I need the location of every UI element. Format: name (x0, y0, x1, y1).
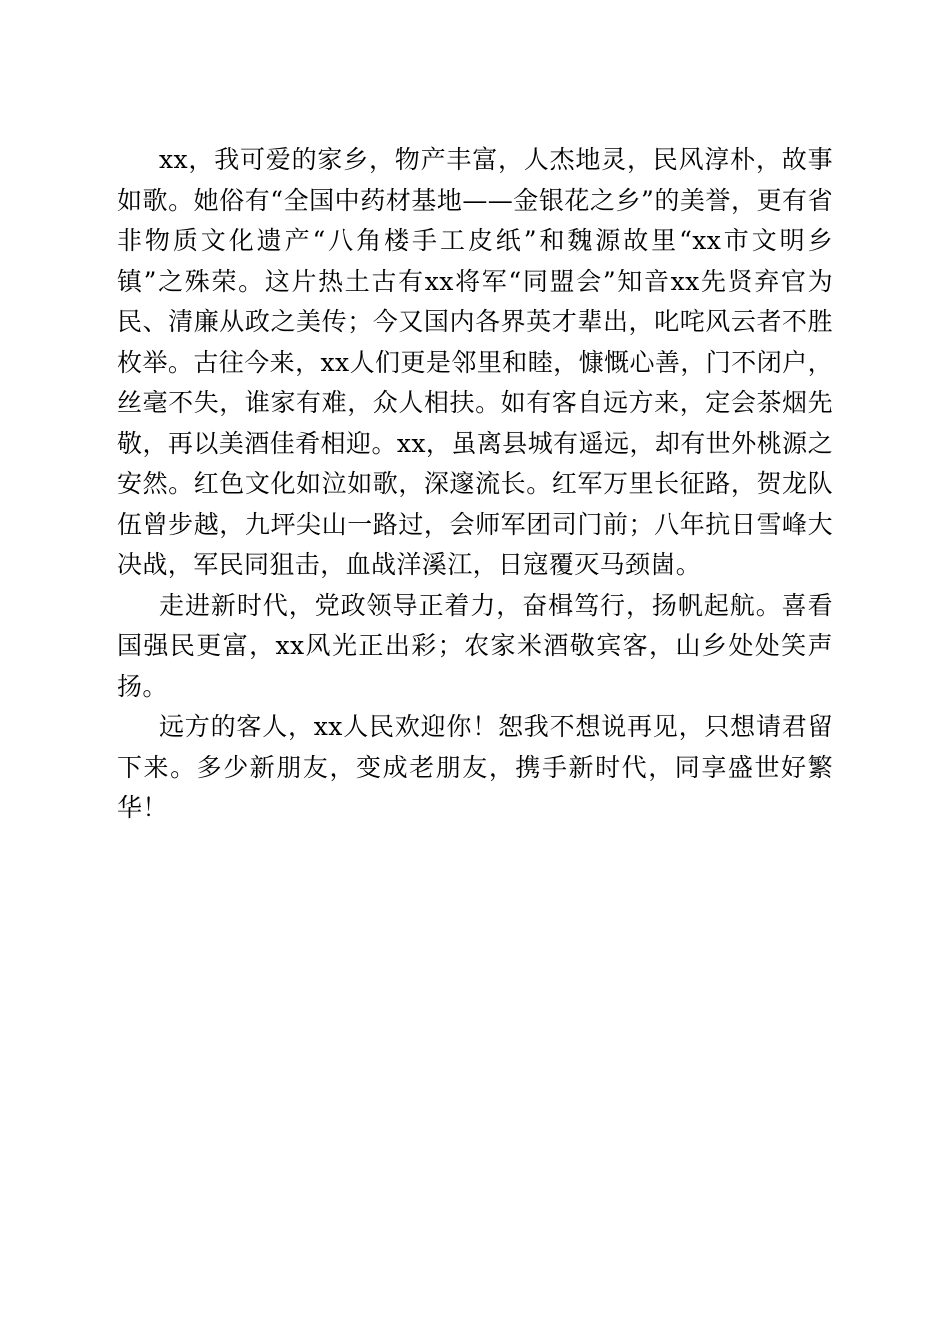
paragraph-hometown-intro: xx，我可爱的家乡，物产丰富，人杰地灵，民风淳朴，故事如歌。她俗有“全国中药材基地——金银花之乡”的美誉，更有省非物质文化遗产“八角楼手工皮纸”和魏源故里“xx市文明乡镇”之殊荣。这片热土古有xx将军“同盟会”知音xx先贤弃官为民、清廉从政之美传；今又国内各界英才辈出，叱咤风云者不胜枚举。古往今来，xx人们更是邻里和睦，慷慨心善，门不闭户，丝毫不失，谁家有难，众人相扶。如有客自远方来，定会茶烟先敬，再以美酒佳肴相迎。xx，虽离县城有遥远，却有世外桃源之安然。红色文化如泣如歌，深邃流长。红军万里长征路，贺龙队伍曾步越，九坪尖山一路过，会师军团司门前；八年抗日雪峰大决战，军民同狙击，血战洋溪江，日寇覆灭马颈崮。 (117, 145, 833, 579)
document-body (117, 140, 833, 829)
paragraph-new-era: 走进新时代，党政领导正着力，奋楫笃行，扬帆起航。喜看国强民更富，xx风光正出彩；农家米酒敬宾客，山乡处处笑声扬。 (117, 590, 833, 701)
paragraph-welcome: 远方的客人，xx人民欢迎你！恕我不想说再见，只想请君留下来。多少新朋友，变成老朋友，携手新时代，同享盛世好繁华！ (117, 712, 833, 822)
